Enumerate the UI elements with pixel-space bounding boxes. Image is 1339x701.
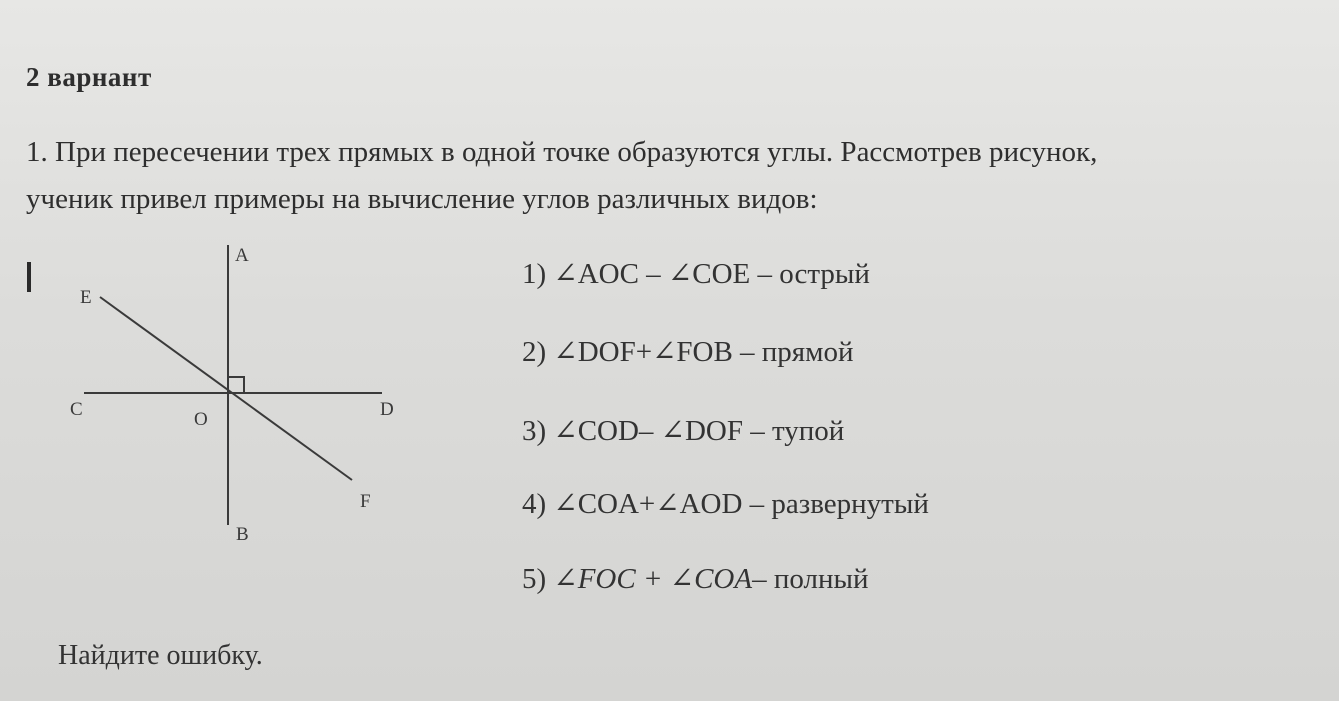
angle-figure <box>60 235 420 555</box>
label-f: F <box>360 491 371 512</box>
line-ef <box>100 297 352 480</box>
task-text-line-1: 1. При пересечении трех прямых в одной точке образуются углы. Рассмотрев рисунок, <box>26 136 1098 168</box>
question-text: Найдите ошибку. <box>58 640 263 671</box>
example-5 <box>522 561 868 596</box>
label-b: B <box>236 524 249 545</box>
example-2: 2) ∠DOF+∠FOB – прямой <box>522 336 854 368</box>
angle-figure-svg <box>60 235 420 555</box>
examples-list <box>522 0 1082 701</box>
label-d: D <box>380 399 394 420</box>
text-cursor-mark <box>27 262 31 292</box>
label-a: A <box>235 245 249 266</box>
variant-title: 2 варнант <box>26 62 152 92</box>
label-o: O <box>194 409 208 430</box>
example-4: 4) ∠COA+∠AOD – развернутый <box>522 488 929 520</box>
example-5-prefix: 5) <box>522 563 554 595</box>
example-5-suffix: – полный <box>752 563 869 595</box>
example-3: 3) ∠COD– ∠DOF – тупой <box>522 415 845 447</box>
task-text-line-2: ученик привел примеры на вычисление углов различных видов: <box>26 183 818 215</box>
label-e: E <box>80 287 92 308</box>
example-1: 1) ∠AOC – ∠COE – острый <box>522 258 870 290</box>
example-5-math: ∠FOC + ∠COA <box>553 563 753 595</box>
label-c: C <box>70 399 83 420</box>
